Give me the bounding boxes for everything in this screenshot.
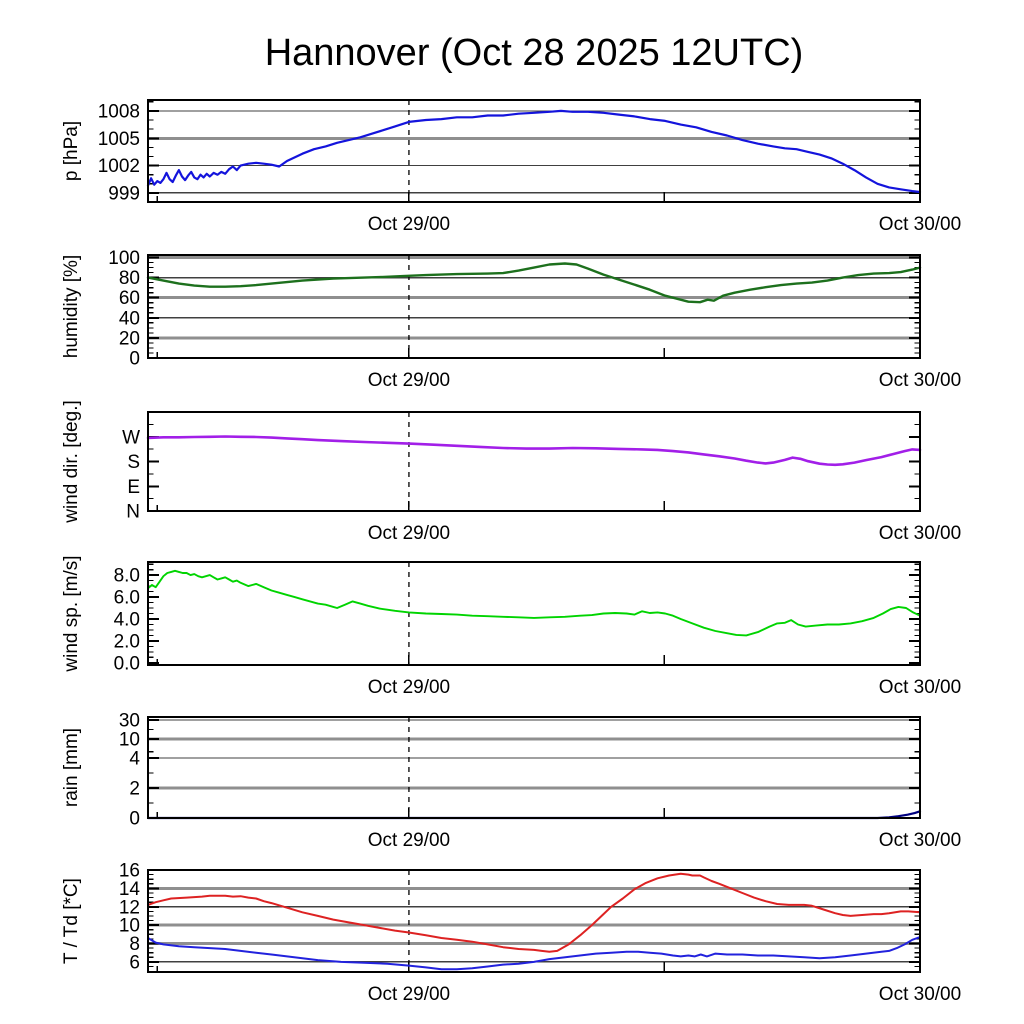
y-tick-label: N xyxy=(126,501,140,523)
x-tick-label: Oct 29/00 xyxy=(367,677,451,698)
x-tick-label: Oct 30/00 xyxy=(878,677,962,698)
rain-series xyxy=(148,811,920,818)
y-tick-label: 4.0 xyxy=(113,609,140,631)
y-tick-label: 100 xyxy=(108,248,140,270)
y-tick-label: S xyxy=(127,452,140,473)
y-tick-label: 999 xyxy=(108,183,140,205)
panel-frame xyxy=(148,717,920,818)
panel-frame xyxy=(148,255,920,358)
y-tick-label: W xyxy=(122,427,140,449)
y-tick-label: 60 xyxy=(118,288,140,310)
pressure-series xyxy=(148,111,920,192)
y-tick-label: 10 xyxy=(118,915,140,937)
x-tick-label: Oct 30/00 xyxy=(878,523,962,544)
humidity-axis-title: humidity [%] xyxy=(61,254,82,359)
y-tick-label: 30 xyxy=(118,710,140,732)
y-tick-label: 16 xyxy=(118,860,140,882)
panel-frame xyxy=(148,562,920,665)
x-tick-label: Oct 29/00 xyxy=(367,830,451,851)
x-tick-label: Oct 29/00 xyxy=(367,523,451,544)
y-tick-label: 1002 xyxy=(97,156,140,178)
y-tick-label: 12 xyxy=(118,897,140,919)
x-tick-label: Oct 30/00 xyxy=(878,984,962,1005)
wind-direction-series xyxy=(148,437,920,465)
x-tick-label: Oct 29/00 xyxy=(367,370,451,391)
wind-speed-axis-title: wind sp. [m/s] xyxy=(61,555,82,672)
wind-direction-axis-title: wind dir. [deg.] xyxy=(61,400,82,523)
y-tick-label: 14 xyxy=(118,878,140,900)
y-tick-label: 20 xyxy=(118,328,140,350)
y-tick-label: 10 xyxy=(118,729,140,751)
panel-frame xyxy=(148,412,920,511)
temperature-dewpoint-axis-title: T / Td [*C] xyxy=(61,878,82,964)
y-tick-label: E xyxy=(127,476,140,498)
wind-speed-panel xyxy=(61,555,961,698)
temperature-dewpoint-panel xyxy=(61,861,961,1006)
x-tick-label: Oct 29/00 xyxy=(367,214,451,235)
y-tick-label: 1008 xyxy=(97,101,140,123)
y-tick-label: 6.0 xyxy=(113,587,140,609)
y-tick-label: 0.0 xyxy=(113,653,140,675)
humidity-panel xyxy=(61,248,961,391)
x-tick-label: Oct 30/00 xyxy=(878,214,962,235)
y-tick-label: 80 xyxy=(118,268,140,290)
y-tick-label: 1005 xyxy=(97,128,140,150)
y-tick-label: 40 xyxy=(118,308,140,330)
y-tick-label: 2 xyxy=(129,778,140,800)
temperature-series xyxy=(148,874,920,952)
dew-point-series xyxy=(148,937,920,969)
y-tick-label: 8 xyxy=(129,934,140,956)
chart-title: Hannover (Oct 28 2025 12UTC) xyxy=(264,32,804,74)
rain-axis-title: rain [mm] xyxy=(61,727,82,808)
x-tick-label: Oct 29/00 xyxy=(367,984,451,1005)
pressure-panel xyxy=(61,100,961,235)
pressure-axis-title: p [hPa] xyxy=(61,120,82,182)
y-tick-label: 2.0 xyxy=(113,631,140,653)
wind-direction-panel xyxy=(61,400,961,544)
y-tick-label: 0 xyxy=(129,348,140,370)
y-tick-label: 8.0 xyxy=(113,565,140,587)
wind-speed-series xyxy=(148,571,920,636)
y-tick-label: 0 xyxy=(129,808,140,830)
y-tick-label: 6 xyxy=(129,952,140,974)
y-tick-label: 4 xyxy=(129,748,140,770)
x-tick-label: Oct 30/00 xyxy=(878,370,962,391)
x-tick-label: Oct 30/00 xyxy=(878,830,962,851)
rain-panel xyxy=(61,711,961,851)
